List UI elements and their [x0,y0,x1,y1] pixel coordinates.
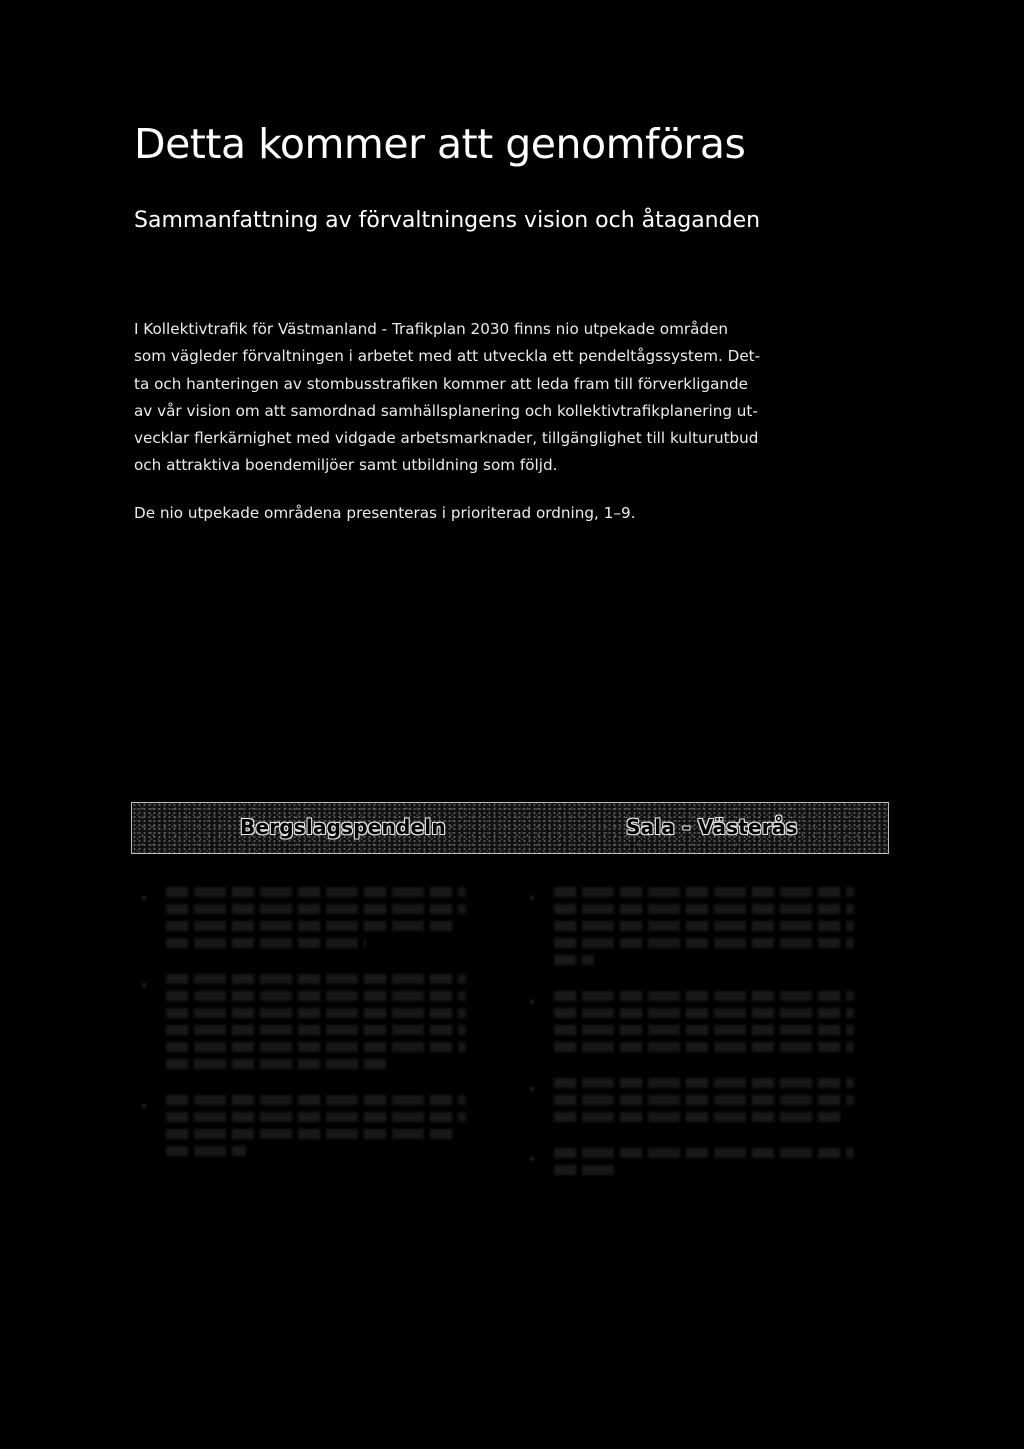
faded-text-line [166,938,366,948]
faded-text-line [554,1112,844,1122]
faded-text-line [166,887,466,897]
column-heading-bergslagspendeln: Bergslagspendeln [240,815,446,839]
faded-bullet-item [528,991,858,1052]
faded-text-line [554,1148,854,1158]
right-column-faded-list [528,880,858,1201]
faded-text-line [166,974,466,984]
column-heading-sala-vasteras: Sala - Västerås [626,815,798,839]
faded-text-line [554,1025,854,1035]
faded-text-line [166,1095,466,1105]
faded-bullet-item [528,1078,858,1122]
faded-bullet-item [140,887,470,948]
faded-text-line [554,887,854,897]
faded-text-line [166,1025,466,1035]
body-paragraph [134,316,794,480]
faded-text-line [554,938,854,948]
left-column-faded-list [140,880,470,1182]
faded-text-line [166,1129,456,1139]
body-line: av vår vision om att samordnad samhällsplanering och kollektivtrafikplanering ut- [134,401,758,420]
faded-bullet-item [140,1095,470,1156]
faded-text-line [166,1059,386,1069]
faded-text-line [166,1146,246,1156]
faded-bullet-item [528,1148,858,1175]
faded-text-line [554,955,594,965]
body-line: som vägleder förvaltningen i arbetet med att utveckla ett pendeltågssystem. Det- [134,347,761,366]
page-title: Detta kommer att genomföras [134,120,746,168]
faded-text-line [166,1042,466,1052]
faded-text-line [554,991,854,1001]
faded-text-line [166,1008,466,1018]
body-line: ta och hanteringen av stombusstrafiken kommer att leda fram till förverkligande [134,374,749,393]
faded-text-line [166,904,466,914]
body-line: I Kollektivtrafik för Västmanland - Trafikplan 2030 finns nio utpekade områden [134,320,729,338]
faded-text-line [554,1165,614,1175]
faded-text-line [554,1042,854,1052]
faded-text-line [166,1112,466,1122]
faded-text-line [166,991,466,1001]
faded-text-line [554,921,854,931]
faded-text-line [166,921,456,931]
body-line: och attraktiva boendemiljöer samt utbildning som följd. [134,456,558,475]
table-header-bar [131,802,889,854]
faded-bullet-item [140,974,470,1069]
faded-bullet-item [528,887,858,965]
intro-paragraph: De nio utpekade områdena presenteras i prioriterad ordning, 1–9. [134,504,636,522]
faded-text-line [554,1078,854,1088]
page-subtitle: Sammanfattning av förvaltningens vision och åtaganden [134,208,761,233]
faded-text-line [554,904,854,914]
faded-text-line [554,1095,854,1105]
faded-text-line [554,1008,854,1018]
body-line: vecklar flerkärnighet med vidgade arbetsmarknader, tillgänglighet till kulturutbud [134,429,759,448]
